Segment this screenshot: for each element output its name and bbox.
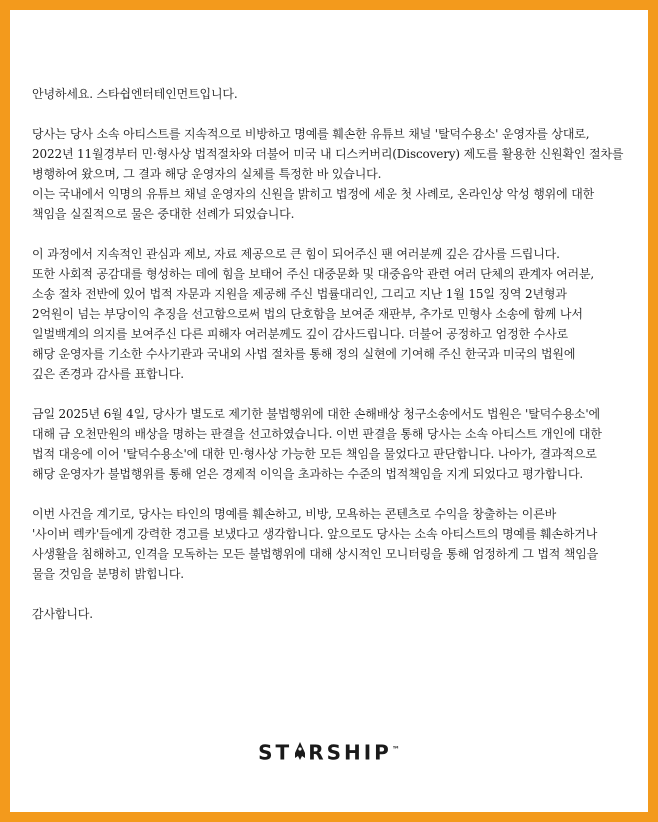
paragraph-2-line: 해당 운영자를 기소한 수사기관과 국내외 사법 절차를 통해 정의 실현에 기여해 주신 한국과 미국의 법원에 xyxy=(32,347,576,361)
paragraph-gap xyxy=(32,484,630,504)
paragraph-2-line: 또한 사회적 공감대를 형성하는 데에 힘을 보태어 주신 대중문화 및 대중음악 관련 여러 단체의 관계자 여러분, xyxy=(32,267,595,281)
paragraph-1-line: 책임을 실질적으로 물은 중대한 선례가 되었습니다. xyxy=(32,207,295,221)
paragraph-2-line: 이 과정에서 지속적인 관심과 제보, 자료 제공으로 큰 힘이 되어주신 팬 여러분께 깊은 감사를 드립니다. xyxy=(32,247,560,261)
paragraph-3-line: 대해 금 오천만원의 배상을 명하는 판결을 선고하였습니다. 이번 판결을 통해 당사는 소속 아티스트 개인에 대한 xyxy=(32,427,602,441)
paragraph-4-line: 이번 사건을 계기로, 당사는 타인의 명예를 훼손하고, 비방, 모욕하는 콘텐츠로 수익을 창출하는 이른바 xyxy=(32,507,557,521)
paragraph-2-line: 2억원이 넘는 부당이익 추징을 선고함으로써 법의 단호함을 보여준 재판부, 추가로 민형사 소송에 함께 나서 xyxy=(32,307,583,321)
paragraph-4-line: 사생활을 침해하고, 인격을 모독하는 모든 불법행위에 대해 상시적인 모니터링을 통해 엄정하게 그 법적 책임을 xyxy=(32,547,599,561)
paragraph-3-line: 법적 대응에 이어 '탈덕수용소'에 대한 민·형사상 가능한 모든 책임을 물었다고 판단합니다. 나아가, 결과적으로 xyxy=(32,447,597,461)
paragraph-gap xyxy=(32,104,630,124)
paragraph-2-line: 소송 절차 전반에 있어 법적 자문과 지원을 제공해 주신 법률대리인, 그리고 지난 1월 15일 징역 2년형과 xyxy=(32,287,567,301)
paragraph-2-line: 일벌백계의 의지를 보여주신 다른 피해자 여러분께도 깊이 감사드립니다. 더불어 공정하고 엄정한 수사로 xyxy=(32,327,568,341)
letter-frame xyxy=(10,10,648,812)
logo-text-right: RSHIP xyxy=(308,740,392,765)
rocket-a-icon xyxy=(292,741,308,767)
paragraph-1-line: 당사는 당사 소속 아티스트를 지속적으로 비방하고 명예를 훼손한 유튜브 채널 '탈덕수용소' 운영자를 상대로, xyxy=(32,127,590,141)
paragraph-gap xyxy=(32,224,630,244)
greeting: 안녕하세요. 스타쉽엔터테인먼트입니다. xyxy=(32,87,238,101)
paragraph-3-line: 해당 운영자가 불법행위를 통해 얻은 경제적 이익을 초과하는 수준의 법적책임을 지게 되었다고 평가합니다. xyxy=(32,467,584,481)
paragraph-4-line: 물을 것임을 분명히 밝힙니다. xyxy=(32,567,184,581)
trademark-mark: ™ xyxy=(391,745,400,754)
paragraph-gap xyxy=(32,384,630,404)
paragraph-2-line: 깊은 존경과 감사를 표합니다. xyxy=(32,367,184,381)
paragraph-3-line: 금일 2025년 6월 4일, 당사가 별도로 제기한 불법행위에 대한 손해배상 청구소송에서도 법원은 '탈덕수용소'에 xyxy=(32,407,600,421)
paragraph-1-line: 병행하여 왔으며, 그 결과 해당 운영자의 실체를 특정한 바 있습니다. xyxy=(32,167,382,181)
starship-logo xyxy=(10,737,648,767)
logo-text-left: ST xyxy=(258,740,293,765)
paragraph-1-line: 이는 국내에서 익명의 유튜브 채널 운영자의 신원을 밝히고 법정에 세운 첫 사례로, 온라인상 악성 행위에 대한 xyxy=(32,187,595,201)
closing: 감사합니다. xyxy=(32,607,93,621)
letter-body xyxy=(32,84,630,624)
paragraph-gap xyxy=(32,584,630,604)
paragraph-1-line: 2022년 11월경부터 민·형사상 법적절차와 더불어 미국 내 디스커버리(Discovery) 제도를 활용한 신원확인 절차를 xyxy=(32,147,624,161)
paragraph-4-line: '사이버 렉카'들에게 강력한 경고를 보냈다고 생각합니다. 앞으로도 당사는 소속 아티스트의 명예를 훼손하거나 xyxy=(32,527,598,541)
